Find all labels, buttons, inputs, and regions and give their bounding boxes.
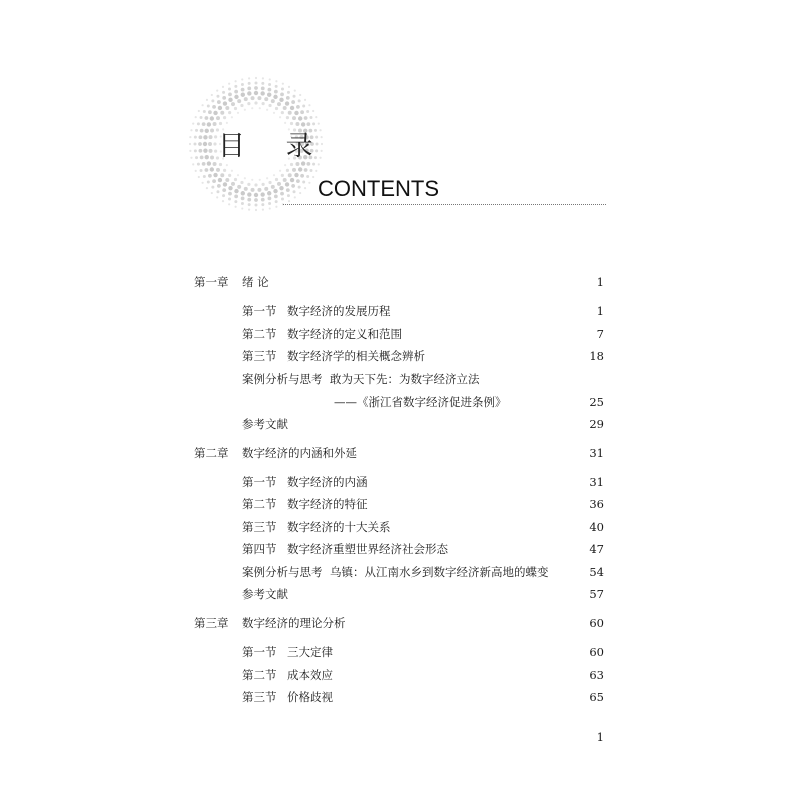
section-title: 数字经济的发展历程 [287, 304, 391, 318]
page-number: 1 [596, 304, 604, 318]
section-title: 成本效应 [287, 668, 333, 682]
section-title: 数字经济重塑世界经济社会形态 [287, 542, 448, 556]
page-number: 18 [589, 349, 604, 363]
toc-section[interactable] [0, 643, 800, 661]
section-label: 第三节 [242, 690, 277, 704]
references-title: 参考文献 [242, 587, 288, 601]
references-title: 参考文献 [242, 417, 288, 431]
section-title: 数字经济的特征 [287, 497, 368, 511]
page-number: 60 [589, 616, 604, 630]
section-title: 三大定律 [287, 645, 333, 659]
toc-references[interactable] [0, 415, 800, 433]
toc-section[interactable] [0, 540, 800, 558]
page-number: 65 [589, 690, 604, 704]
page-number: 1 [596, 275, 604, 289]
toc-section[interactable] [0, 495, 800, 513]
section-label: 第三节 [242, 520, 277, 534]
page-number: 25 [589, 395, 604, 409]
page-number: 36 [589, 497, 604, 511]
page-title-chinese: 目 录 [218, 131, 329, 162]
toc-section[interactable] [0, 325, 800, 343]
toc-chapter-1[interactable] [0, 273, 800, 291]
toc-chapter-3[interactable] [0, 614, 800, 632]
section-label: 第一节 [242, 304, 277, 318]
case-subtitle: ——《浙江省数字经济促进条例》 [334, 395, 507, 409]
section-label: 第二节 [242, 327, 277, 341]
toc-chapter-2[interactable] [0, 444, 800, 462]
page-number: 31 [589, 475, 604, 489]
toc-case-study[interactable] [0, 563, 800, 581]
case-label: 案例分析与思考 [242, 565, 323, 579]
chapter-label: 第二章 [194, 446, 229, 460]
page-number: 60 [589, 645, 604, 659]
section-title: 数字经济的内涵 [287, 475, 368, 489]
section-title: 数字经济的定义和范围 [287, 327, 402, 341]
section-label: 第一节 [242, 475, 277, 489]
page-number: 29 [589, 417, 604, 431]
case-title: 乌镇：从江南水乡到数字经济新高地的蝶变 [330, 565, 549, 579]
case-label: 案例分析与思考 [242, 372, 323, 386]
page-number: 63 [589, 668, 604, 682]
title-dotted-rule [283, 204, 606, 205]
case-title: 敢为天下先：为数字经济立法 [330, 372, 480, 386]
section-title: 价格歧视 [287, 690, 333, 704]
toc-case-study-subtitle[interactable] [0, 393, 800, 411]
section-title: 数字经济的十大关系 [287, 520, 391, 534]
page-number: 47 [589, 542, 604, 556]
section-label: 第二节 [242, 497, 277, 511]
page-number: 57 [589, 587, 604, 601]
page-footer-number: 1 [596, 730, 604, 744]
page-number: 31 [589, 446, 604, 460]
section-label: 第一节 [242, 645, 277, 659]
section-label: 第三节 [242, 349, 277, 363]
toc-section[interactable] [0, 302, 800, 320]
page-title-english: CONTENTS [318, 176, 439, 201]
toc-section[interactable] [0, 688, 800, 706]
toc-case-study[interactable] [0, 370, 800, 388]
section-label: 第四节 [242, 542, 277, 556]
toc-section[interactable] [0, 666, 800, 684]
chapter-title: 绪 论 [242, 275, 269, 289]
page-number: 40 [589, 520, 604, 534]
section-label: 第二节 [242, 668, 277, 682]
toc-section[interactable] [0, 518, 800, 536]
toc-section[interactable] [0, 347, 800, 365]
section-title: 数字经济学的相关概念辨析 [287, 349, 425, 363]
page-number: 54 [589, 565, 604, 579]
chapter-label: 第一章 [194, 275, 229, 289]
chapter-label: 第三章 [194, 616, 229, 630]
toc-section[interactable] [0, 473, 800, 491]
toc-references[interactable] [0, 585, 800, 603]
page-number: 7 [596, 327, 604, 341]
chapter-title: 数字经济的内涵和外延 [242, 446, 357, 460]
chapter-title: 数字经济的理论分析 [242, 616, 346, 630]
